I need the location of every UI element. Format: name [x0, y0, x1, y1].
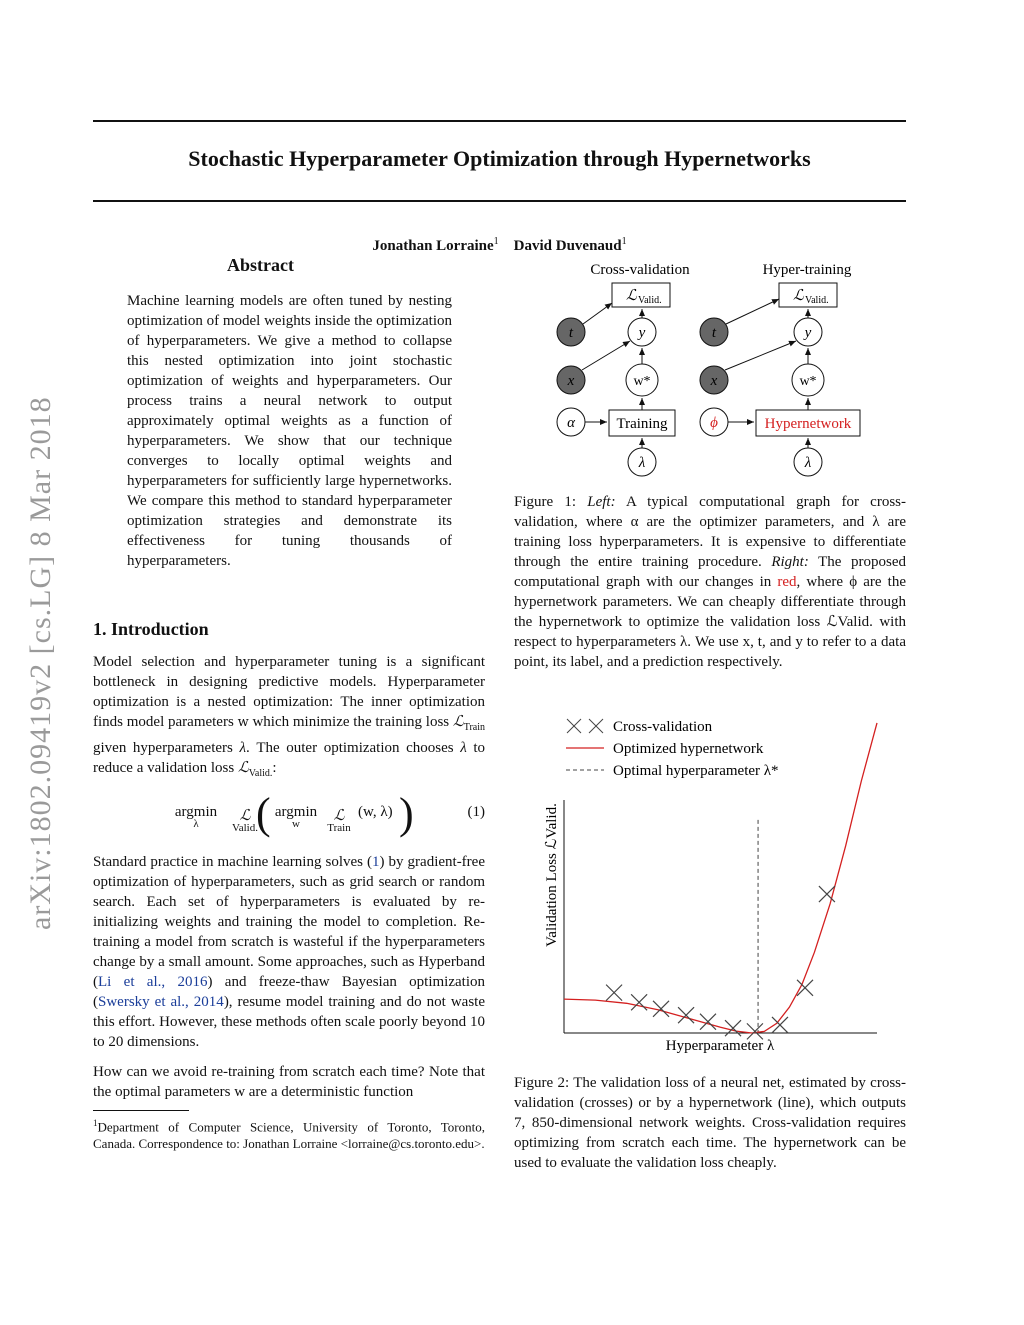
svg-text:w*: w* — [799, 374, 817, 389]
hyper-training-title: Hyper-training — [762, 262, 852, 278]
figure-2-chart — [514, 700, 906, 1060]
intro-paragraph-3: How can we avoid re-training from scratch each time? Note that the optimal parameters w are a deterministic function — [93, 1064, 485, 1100]
author-name: Jonathan Lorraine — [372, 238, 494, 254]
svg-text:λ: λ — [638, 455, 646, 471]
left-paren: ( — [256, 789, 271, 838]
equation-number: (1) — [467, 804, 485, 820]
legend-entry: Optimal hyperparameter λ* — [613, 763, 779, 779]
figure-2-caption: Figure 2: The validation loss of a neural net, estimated by cross-validation (crosses) or by a hypernetwork (line), which outputs 7, 850-dimensional network weights. Cross-validation requires optimizing from scratch each time. The hypernetwork can be used to evaluate the validation loss cheaply. — [514, 1075, 906, 1171]
svg-text:α: α — [567, 415, 575, 431]
svg-text:y: y — [638, 325, 646, 341]
cross-validation-title: Cross-validation — [590, 262, 690, 278]
svg-text:ϕ: ϕ — [710, 415, 718, 431]
cross-validation-point — [725, 1020, 741, 1036]
affiliation-mark: 1 — [493, 236, 499, 247]
intro-paragraph-2: Standard practice in machine learning solves (1) by gradient-free optimization of hyperparameters, such as grid search or random search. Each set of hyperparameters is evaluated by re-initializing weights and training the model to completion. Re-training a model from scratch is wasteful if the hyperparameters change by a small amount. Some approaches, such as Hyperband (Li et al., 2016) and freeze-thaw Bayesian optimization (Swersky et al., 2014), resume model training and do not waste this effort. However, these methods often scale poorly beyond 10 to 20 dimensions. — [93, 854, 486, 1050]
svg-text:Hypernetwork: Hypernetwork — [764, 416, 852, 432]
cross-validation-point — [606, 985, 622, 1001]
arxiv-identifier: arXiv:1802.09419v2 [cs.LG] 8 Mar 2018 — [24, 396, 57, 930]
svg-text:y: y — [804, 325, 812, 341]
equation-reference-link[interactable]: 1 — [372, 854, 380, 870]
figure-1-diagram — [514, 255, 906, 480]
svg-text:x: x — [567, 373, 575, 389]
paper-title: Stochastic Hyperparameter Optimization through Hypernetworks — [188, 146, 811, 171]
citation-link[interactable]: Swersky et al., 2014 — [98, 994, 224, 1010]
svg-text:t: t — [568, 325, 574, 341]
svg-text:w*: w* — [633, 374, 651, 389]
abstract-text: Machine learning models are often tuned by nesting optimization of model weights inside the optimization of hyperparameters. We give a method to collapse this nested optimization into joint stochastic optimization of weights and hyperparameters. Our process trains a neural network to output approximately optimal weights as a function of hyperparameters. We show that our technique converges to locally optimal weights and hyperparameters for sufficiently large hypernetworks. We compare this method to standard hyperparameter optimization strategies and demonstrate its effectiveness for tuning thousands of hyperparameters. — [127, 293, 452, 569]
figure-1-caption: Figure 1: Left: A typical computational graph for cross-validation, where α are the optimizer parameters, and λ are training loss hyperparameters. It is expensive to differentiate through the entire training procedure. Right: The proposed computational graph with our changes in red, where ϕ are the hypernetwork parameters. We can cheaply differentiate through the hypernetwork to optimize the validation loss ℒValid. with respect to hyperparameters λ. We use x, t, and y to refer to a data point, its label, and a prediction respectively. — [514, 494, 906, 670]
svg-text:t: t — [711, 325, 717, 341]
svg-text:Valid.: Valid. — [638, 295, 662, 306]
y-axis-label: Validation Loss ℒValid. — [544, 803, 560, 947]
title-rule-bottom — [93, 200, 906, 202]
affiliation-mark: 1 — [621, 236, 627, 247]
svg-text:Training: Training — [616, 416, 668, 432]
svg-text:ℒ: ℒ — [626, 288, 637, 304]
legend-entry: Cross-validation — [613, 719, 713, 735]
legend-cross-symbol — [589, 719, 603, 733]
abstract-heading: Abstract — [227, 255, 294, 275]
intro-paragraph-1: Model selection and hyperparameter tuning is a significant bottleneck in designing predictive models. Hyperparameter optimization is a nested optimization: The inner optimization finds model parameters w which minimize the training loss ℒ$_{Train}$ given hyperparameters λ. The outer optimization chooses λ to reduce a validation loss ℒ$_{Valid.}$: — [93, 654, 485, 779]
svg-text:λ: λ — [804, 455, 812, 471]
section-heading-introduction: 1. Introduction — [93, 619, 209, 639]
cross-validation-point — [678, 1007, 694, 1023]
right-paren: ) — [399, 789, 414, 838]
cross-validation-point — [631, 994, 647, 1010]
equation-1: argmin λ ℒ Valid. ( argmin w ℒ Train (w, λ) ) (1) — [174, 789, 485, 838]
title-rule-top — [93, 120, 906, 122]
svg-text:ℒ: ℒ — [793, 288, 804, 304]
svg-text:Valid.: Valid. — [805, 295, 829, 306]
legend-cross-symbol — [567, 719, 581, 733]
x-axis-label: Hyperparameter λ — [665, 1038, 775, 1054]
legend-entry: Optimized hypernetwork — [613, 741, 764, 757]
citation-link[interactable]: Li et al., 2016 — [98, 974, 208, 990]
footnote-rule — [93, 1110, 189, 1111]
author-list — [93, 236, 906, 255]
footnote: $^1$Department of Computer Science, University of Toronto, Toronto, Canada. Correspondence to: Jonathan Lorraine <lorraine@cs.toronto.edu>. — [93, 1118, 485, 1152]
author-name: David Duvenaud — [513, 238, 622, 254]
svg-text:x: x — [710, 373, 718, 389]
